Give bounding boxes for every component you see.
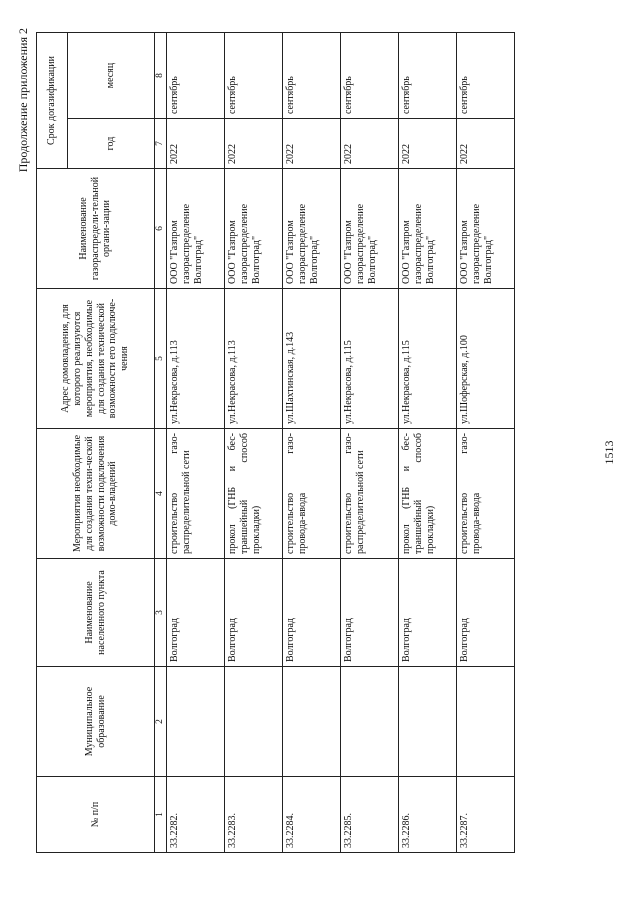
table-row (225, 33, 283, 853)
continuation-label: Продолжение приложения 2 (16, 28, 30, 173)
header-settlement: Наименование населенного пункта (37, 559, 155, 667)
header-address: Адрес домовладения, для которого реализуются мероприятия, необходимые для создания технической возможности его подключе-чения (37, 289, 155, 429)
row-num: 33.2283. (225, 777, 283, 853)
row-month: сентябрь (283, 33, 341, 119)
row-num: 33.2282. (167, 777, 225, 853)
row-num: 33.2286. (399, 777, 457, 853)
table-row (167, 33, 225, 853)
column-number: 4 (155, 429, 167, 559)
column-number: 7 (155, 119, 167, 169)
row-settlement: Волгоград (167, 559, 225, 667)
table-row (341, 33, 399, 853)
row-month: сентябрь (167, 33, 225, 119)
table-row (399, 33, 457, 853)
row-settlement: Волгоград (341, 559, 399, 667)
row-num: 33.2287. (457, 777, 515, 853)
row-month: сентябрь (399, 33, 457, 119)
row-settlement: Волгоград (283, 559, 341, 667)
row-municipality (225, 667, 283, 777)
column-number: 3 (155, 559, 167, 667)
column-number: 6 (155, 169, 167, 289)
row-org: ООО "Газпром газораспределение Волгоград" (225, 169, 283, 289)
row-address: ул.Шахтинская, д.143 (283, 289, 341, 429)
row-municipality (167, 667, 225, 777)
row-year: 2022 (341, 119, 399, 169)
header-municipality: Муниципальное образование (37, 667, 155, 777)
row-year: 2022 (283, 119, 341, 169)
row-org: ООО "Газпром газораспределение Волгоград" (283, 169, 341, 289)
row-year: 2022 (457, 119, 515, 169)
row-measures: прокол (ГНБ и бес-траншейный способ прокладки) (225, 429, 283, 559)
row-measures: прокол (ГНБ и бес-траншейный способ прокладки) (399, 429, 457, 559)
row-year: 2022 (399, 119, 457, 169)
row-org: ООО "Газпром газораспределение Волгоград" (457, 169, 515, 289)
row-measures: строительство газо-провода-ввода (457, 429, 515, 559)
row-year: 2022 (167, 119, 225, 169)
row-month: сентябрь (341, 33, 399, 119)
header-measures: Мероприятия необходимые для создания техни-ческой возможности подключения домо-владений (37, 429, 155, 559)
row-address: ул.Некрасова, д.113 (167, 289, 225, 429)
row-municipality (399, 667, 457, 777)
row-measures: строительство газо-распределительной сети (341, 429, 399, 559)
row-measures: строительство газо-провода-ввода (283, 429, 341, 559)
header-deadline: Срок догазификации (37, 33, 68, 169)
table-row (283, 33, 341, 853)
row-month: сентябрь (457, 33, 515, 119)
row-municipality (341, 667, 399, 777)
header-num: № п/п (37, 777, 155, 853)
page-number: 1513 (602, 440, 616, 465)
row-address: ул.Шоферская, д.100 (457, 289, 515, 429)
gasification-table (36, 32, 515, 853)
column-number: 8 (155, 33, 167, 119)
header-month: месяц (68, 33, 155, 119)
row-municipality (457, 667, 515, 777)
row-org: ООО "Газпром газораспределение Волгоград" (167, 169, 225, 289)
row-month: сентябрь (225, 33, 283, 119)
row-measures: строительство газо-распределительной сети (167, 429, 225, 559)
row-org: ООО "Газпром газораспределение Волгоград" (341, 169, 399, 289)
row-num: 33.2285. (341, 777, 399, 853)
row-year: 2022 (225, 119, 283, 169)
row-settlement: Волгоград (399, 559, 457, 667)
row-address: ул.Некрасова, д.113 (225, 289, 283, 429)
row-address: ул.Некрасова, д.115 (399, 289, 457, 429)
column-number: 2 (155, 667, 167, 777)
row-num: 33.2284. (283, 777, 341, 853)
row-settlement: Волгоград (225, 559, 283, 667)
header-org: Наименование газораспредели-тельной органи-зации (37, 169, 155, 289)
row-municipality (283, 667, 341, 777)
row-address: ул.Некрасова, д.115 (341, 289, 399, 429)
row-settlement: Волгоград (457, 559, 515, 667)
column-number: 5 (155, 289, 167, 429)
table-row (457, 33, 515, 853)
row-org: ООО "Газпром газораспределение Волгоград" (399, 169, 457, 289)
column-number: 1 (155, 777, 167, 853)
header-year: год (68, 119, 155, 169)
